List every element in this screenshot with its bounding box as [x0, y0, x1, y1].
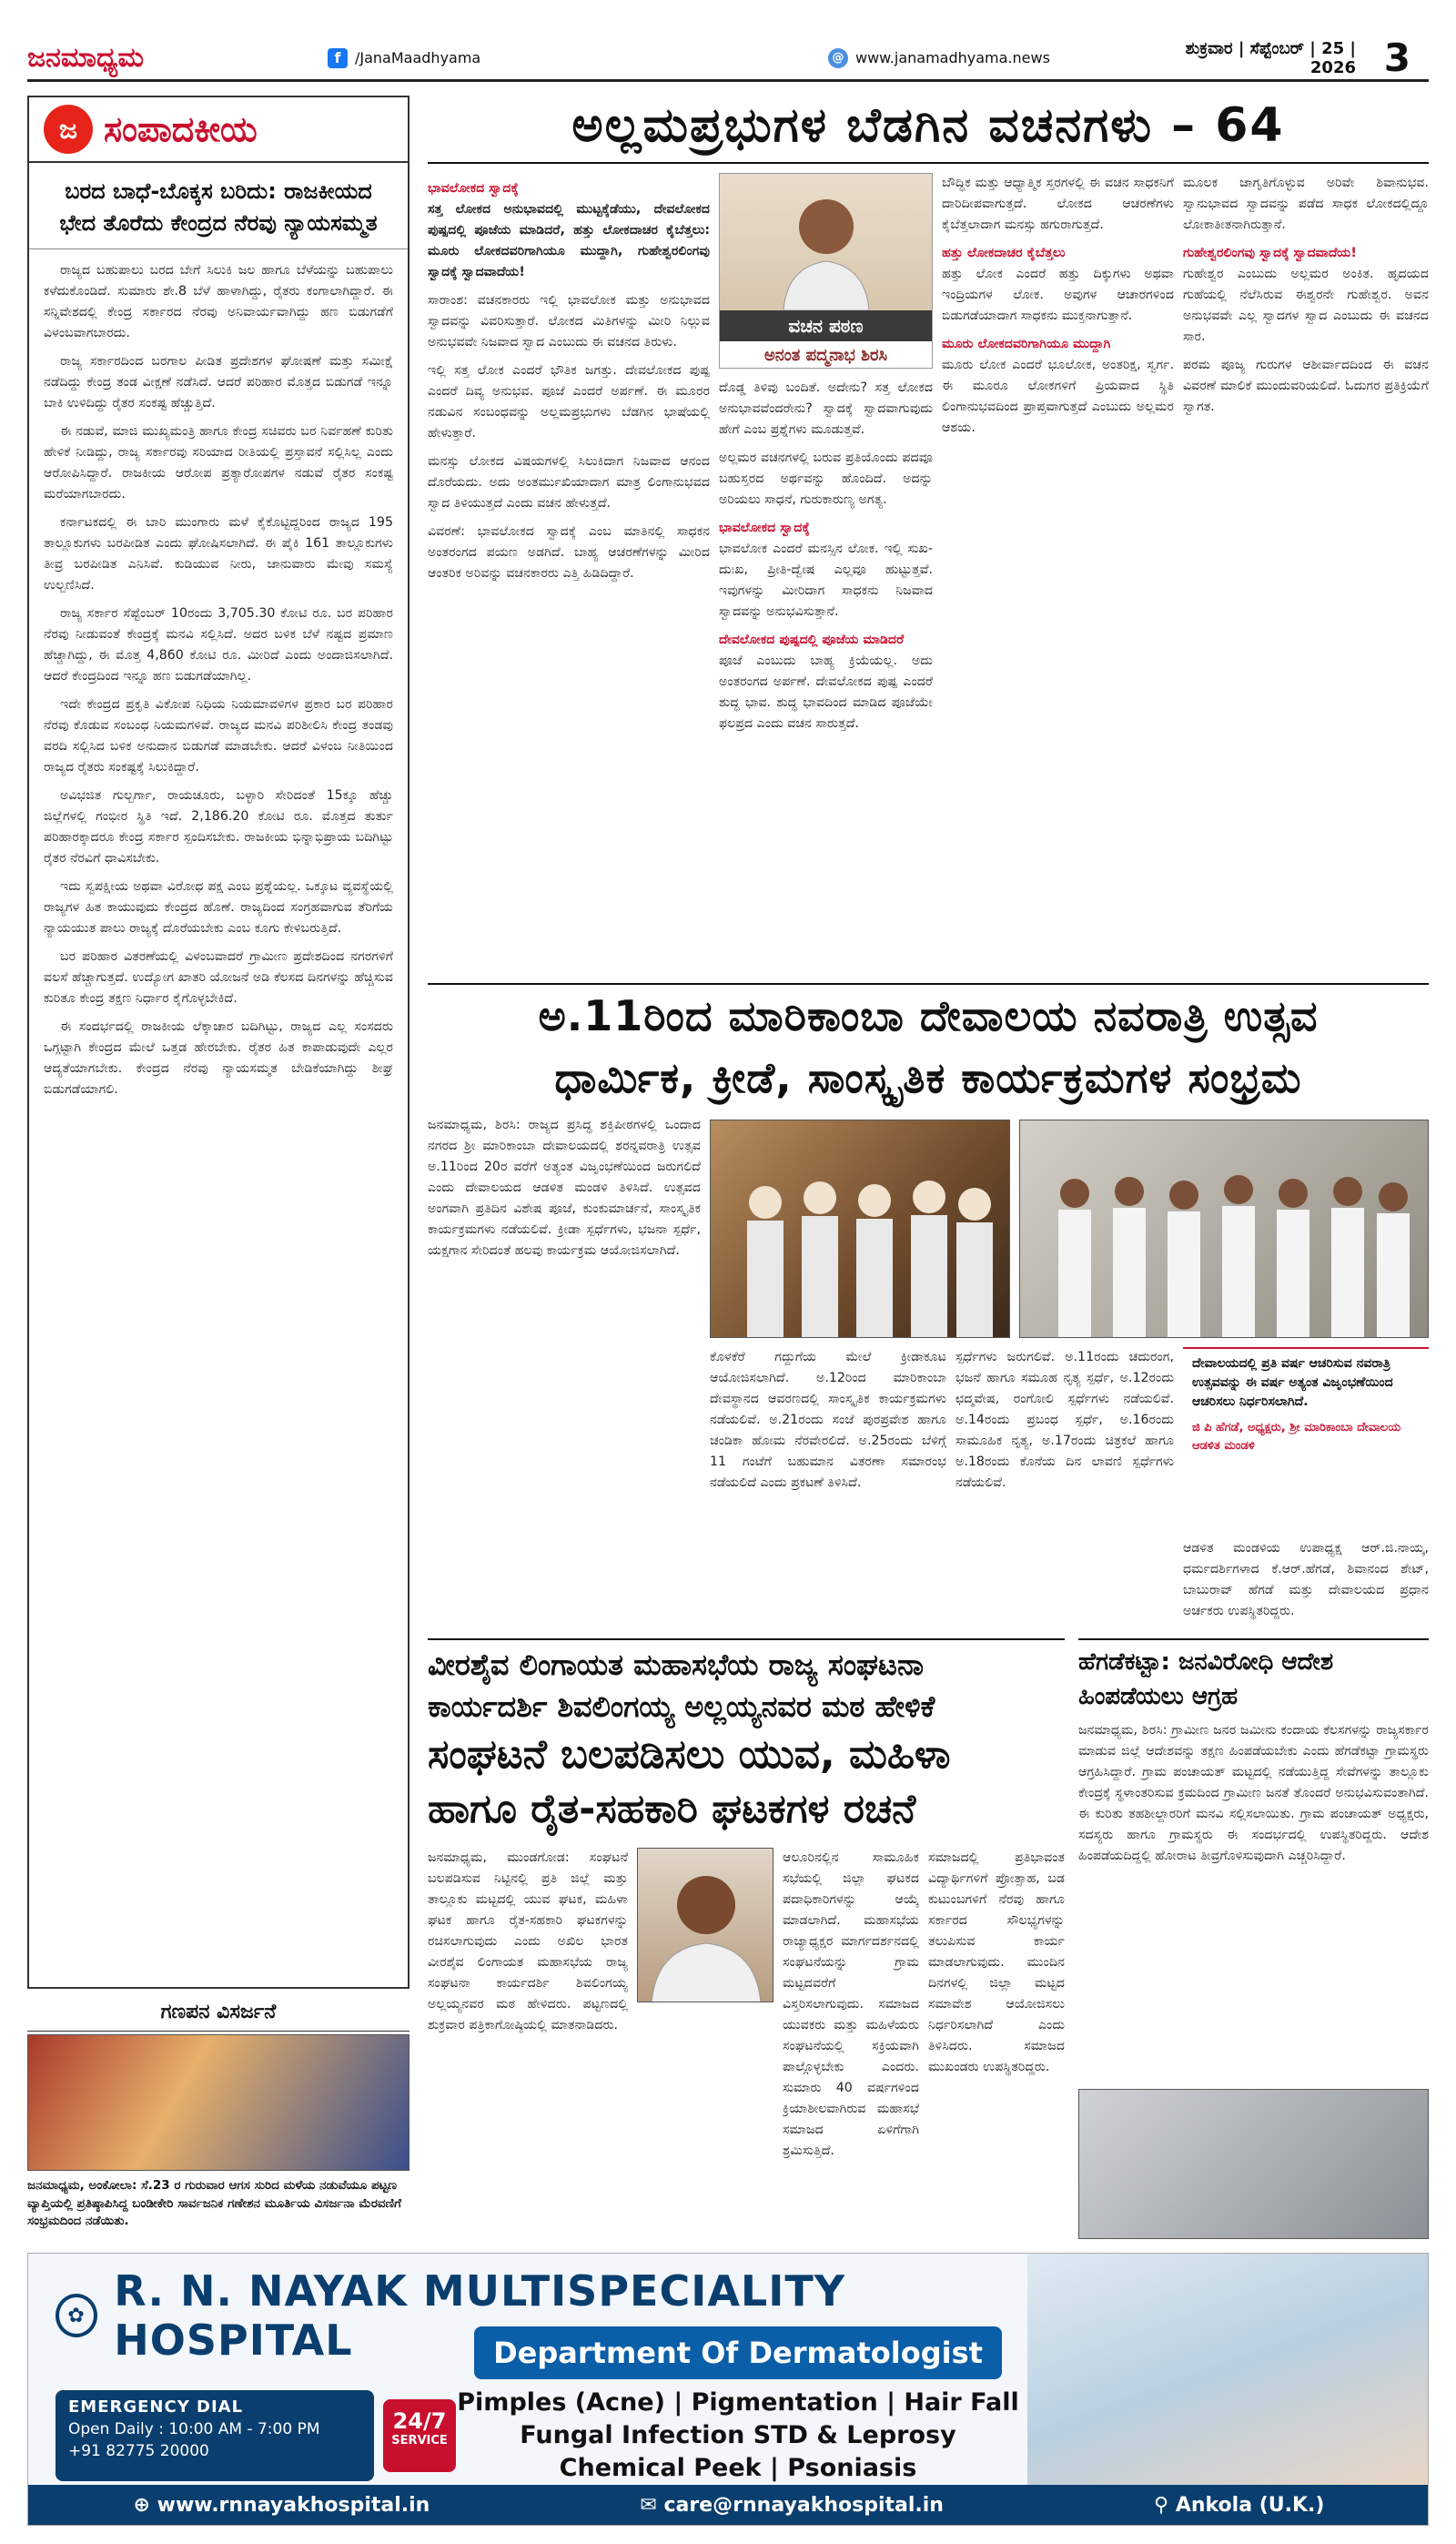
- festival-headline-line1: ಅ.11ರಿಂದ ಮಾರಿಕಾಂಬಾ ದೇವಾಲಯ ನವರಾತ್ರಿ ಉತ್ಸವ: [538, 991, 1319, 1040]
- emergency-label: EMERGENCY DIAL: [68, 2397, 244, 2417]
- editorial-body: [29, 249, 408, 1942]
- hegdekatta-headline-line2: ಹಿಂಪಡೆಯಲು ಆಗ್ರಹ: [1078, 1682, 1239, 1710]
- editorial-paragraph: ಈ ನಡುವೆ, ಮಾಜಿ ಮುಖ್ಯಮಂತ್ರಿ ಹಾಗೂ ಕೇಂದ್ರ ಸಚಿವರು ಬರ ನಿರ್ವಹಣೆ ಕುರಿತು ಹೇಳಿಕೆ ನೀಡಿದ್ದು, ರಾಜ್ಯ ಸರ್ಕಾರವು ಸರಿಯಾದ ರೀತಿಯಲ್ಲಿ ಪ್ರಸ್ತಾವನೆ ಸಲ್ಲಿಸಿಲ್ಲ ಎಂದು ಆರೋಪಿಸಿದ್ದಾರೆ. ರಾಜಕೀಯ ಆರೋಪ ಪ್ರತ್ಯಾರೋಪಗಳ ನಡುವೆ ರೈತರ ಸಂಕಷ್ಟ ಮರೆಯಾಗಬಾರದು.: [44, 423, 393, 502]
- veerashaiva-headline: [428, 1638, 1065, 1837]
- feature-paragraph: ಮೂರು ಲೋಕ ಎಂದರೆ ಭೂಲೋಕ, ಅಂತರಿಕ್ಷ, ಸ್ವರ್ಗ. ಈ ಮೂರೂ ಲೋಕಗಳಿಗೆ ಪ್ರಿಯವಾದ ಸ್ಥಿತಿ ಲಿಂಗಾನುಭವದಿಂದ ಪ್ರಾಪ್ತವಾಗುತ್ತದೆ ಎಂಬುದು ಅಲ್ಲಮರ ಆಶಯ.: [942, 358, 1174, 435]
- masthead: [27, 36, 1429, 82]
- feature-paragraph: ಸಾರಾಂಶ: ವಚನಕಾರರು ಇಲ್ಲಿ ಭಾವಲೋಕ ಮತ್ತು ಅನುಭಾವದ ಸ್ವಾದವನ್ನು ವಿವರಿಸುತ್ತಾರೆ. ಲೋಕದ ಮಿತಿಗಳನ್ನು ಮೀರಿ ನಿಲ್ಲುವ ಅನುಭವವೇ ನಿಜವಾದ ಸ್ವಾದ ಎಂಬುದು ಈ ವಚನದ ತಿರುಳು.: [428, 293, 710, 350]
- feature-paragraph: ಮನಸ್ಸು ಲೋಕದ ವಿಷಯಗಳಲ್ಲಿ ಸಿಲುಕಿದಾಗ ನಿಜವಾದ ಆನಂದ ದೊರೆಯದು. ಅದು ಅಂತರ್ಮುಖಿಯಾದಾಗ ಮಾತ್ರ ಲಿಂಗಾನುಭವದ ಸ್ವಾದ ತಿಳಿಯುತ್ತದೆ ಎಂದು ವಚನ ಹೇಳುತ್ತದೆ.: [428, 454, 710, 511]
- opening-hours: Open Daily : 10:00 AM - 7:00 PM: [68, 2420, 320, 2438]
- editorial-paragraph: ಕರ್ನಾಟಕದಲ್ಲಿ ಈ ಬಾರಿ ಮುಂಗಾರು ಮಳೆ ಕೈಕೊಟ್ಟಿದ್ದರಿಂದ ರಾಜ್ಯದ 195 ತಾಲ್ಲೂಕುಗಳು ಬರಪೀಡಿತ ಎಂದು ಘೋಷಿಸಲಾಗಿದೆ. ಈ ಪೈಕಿ 161 ತಾಲ್ಲೂಕುಗಳು ತೀವ್ರ ಬರಪೀಡಿತ ಎನಿಸಿವೆ. ಕುಡಿಯುವ ನೀರು, ಜಾನುವಾರು ಮೇವು ಸಮಸ್ಯೆ ಉಲ್ಬಣಿಸಿದೆ.: [44, 514, 393, 593]
- service-line-2: Fungal Infection STD & Leprosy: [520, 2421, 956, 2449]
- feature-paragraph: ಇಲ್ಲಿ ಸತ್ತ ಲೋಕ ಎಂದರೆ ಭೌತಿಕ ಜಗತ್ತು. ದೇವಲೋಕದ ಪುಷ್ಪ ಎಂದರೆ ದಿವ್ಯ ಅನುಭವ. ಪೂಜೆ ಎಂದರೆ ಅರ್ಪಣೆ. ಈ ಮೂರರ ನಡುವಿನ ಸಂಬಂಧವನ್ನು ಅಲ್ಲಮಪ್ರಭುಗಳು ಬೆಡಗಿನ ಭಾಷೆಯಲ್ಲಿ ಹೇಳುತ್ತಾರೆ.: [428, 363, 710, 441]
- website-url: www.janamadhyama.news: [855, 49, 1050, 66]
- website-text: www.rnnayakhospital.in: [157, 2493, 430, 2517]
- festival-paragraph: ಸ್ಪರ್ಧೆಗಳು ಜರುಗಲಿವೆ. ಅ.11ರಂದು ಚದುರಂಗ, ಭಜನೆ ಹಾಗೂ ಸಮೂಹ ನೃತ್ಯ ಸ್ಪರ್ಧೆ, ಅ.12ರಂದು ಛದ್ಮವೇಷ, ರಂಗೋಲಿ ಸ್ಪರ್ಧೆಗಳು ನಡೆಯಲಿವೆ. ಅ.14ರಂದು ಪ್ರಬಂಧ ಸ್ಪರ್ಧೆ, ಅ.16ರಂದು ಸಾಮೂಹಿಕ ನೃತ್ಯ, ಅ.17ರಂದು ಚಿತ್ರಕಲೆ ಹಾಗೂ ಅ.18ರಂದು ಕೊನೆಯ ದಿನ ಲಾವಣಿ ಸ್ಪರ್ಧೆಗಳು ನಡೆಯಲಿವೆ.: [956, 1350, 1174, 1490]
- editorial-logo-icon: ಜ: [44, 105, 93, 154]
- editorial-paragraph: ಈ ಸಂದರ್ಭದಲ್ಲಿ ರಾಜಕೀಯ ಲೆಕ್ಕಾಚಾರ ಬದಿಗಿಟ್ಟು, ರಾಜ್ಯದ ಎಲ್ಲ ಸಂಸದರು ಒಗ್ಗಟ್ಟಾಗಿ ಕೇಂದ್ರದ ಮೇಲೆ ಒತ್ತಡ ಹೇರಬೇಕು. ರೈತರ ಹಿತ ಕಾಪಾಡುವುದೇ ಎಲ್ಲರ ಆದ್ಯತೆಯಾಗಬೇಕು. ಕೇಂದ್ರದ ನೆರವು ನ್ಯಾಯಸಮ್ಮತ ಬೇಡಿಕೆಯಾಗಿದ್ದು ಶೀಘ್ರ ಬಿಡುಗಡೆಯಾಗಲಿ.: [44, 1019, 393, 1097]
- feature-subheading: ಭಾವಲೋಕದ ಸ್ವಾದಕ್ಕೆ: [428, 181, 519, 196]
- hospital-advertisement: [27, 2253, 1429, 2526]
- department-banner: Department Of Dermatologist: [474, 2326, 1002, 2379]
- feature-paragraph: ಗುಹೇಶ್ವರ ಎಂಬುದು ಅಲ್ಲಮರ ಅಂಕಿತ. ಹೃದಯದ ಗುಹೆಯಲ್ಲಿ ನೆಲೆಸಿರುವ ಈಶ್ವರನೇ ಗುಹೇಶ್ವರ. ಅವನ ಅನುಭವವೇ ಎಲ್ಲ ಸ್ವಾದಗಳ ಸ್ವಾದ ಎಂಬುದು ಈ ವಚನದ ಸಾರ.: [1183, 267, 1429, 344]
- vachana-text: ಸತ್ತ ಲೋಕದ ಅನುಭಾವದಲ್ಲಿ ಮುಟ್ಟಕ್ಕೆಡೆಯು, ದೇವಲೋಕದ ಪುಷ್ಪದಲ್ಲಿ ಪೂಜೆಯ ಮಾಡಿದರೆ, ಹತ್ತು ಲೋಕದಾಚರ ಕೈಬೆತ್ತಲು: ಮೂರು ಲೋಕದವರಿಗಾಗಿಯೂ ಮುದ್ದಾಗಿ, ಗುಹೇಶ್ವರಲಿಂಗವು ಸ್ವಾದಕ್ಕೆ ಸ್ವಾದವಾದೆಯ!: [428, 202, 710, 279]
- feature-paragraph: ಹತ್ತು ಲೋಕ ಎಂದರೆ ಹತ್ತು ದಿಕ್ಕುಗಳು ಅಥವಾ ಇಂದ್ರಿಯಗಳ ಲೋಕ. ಅವುಗಳ ಆಚಾರಗಳಿಂದ ಬಿಡುಗಡೆಯಾದಾಗ ಸಾಧಕನು ಮುಕ್ತನಾಗುತ್ತಾನೆ.: [942, 267, 1174, 323]
- feature-column-2: [719, 378, 933, 974]
- email-text: care@rnnayakhospital.in: [663, 2493, 944, 2517]
- feature-subheading: ಭಾವಲೋಕದ ಸ್ವಾದಕ್ಕೆ: [719, 521, 810, 535]
- veerashaiva-column-a: [428, 1848, 628, 2239]
- veerashaiva-headline-line2: ಕಾರ್ಯದರ್ಶಿ ಶಿವಲಿಂಗಯ್ಯ ಅಲ್ಲಯ್ಯನವರ ಮಠ ಹೇಳಿಕೆ: [428, 1689, 935, 1724]
- feature-paragraph: ಭಾವಲೋಕ ಎಂದರೆ ಮನಸ್ಸಿನ ಲೋಕ. ಇಲ್ಲಿ ಸುಖ-ದುಃಖ, ಪ್ರೀತಿ-ದ್ವೇಷ ಎಲ್ಲವೂ ಹುಟ್ಟುತ್ತವೆ. ಇವುಗಳನ್ನು ಮೀರಿದಾಗ ಸಾಧಕನು ನಿಜವಾದ ಸ್ವಾದವನ್ನು ಅನುಭವಿಸುತ್ತಾನೆ.: [719, 542, 933, 619]
- author-box: [719, 173, 933, 369]
- festival-photo-1: [710, 1120, 1010, 1338]
- hospital-name-text: R. N. NAYAK MULTISPECIALITY HOSPITAL: [114, 2266, 846, 2365]
- group-people-icon: [711, 1120, 1010, 1338]
- service-line-3: Chemical Peek | Psoniasis: [559, 2454, 917, 2482]
- feature-subheading: ಮೂರು ಲೋಕದವರಿಗಾಗಿಯೂ ಮುದ್ದಾಗಿ: [942, 337, 1111, 351]
- feature-subheading: ಗುಹೇಶ್ವರಲಿಂಗವು ಸ್ವಾದಕ್ಕೆ ಸ್ವಾದವಾದೆಯ!: [1183, 246, 1357, 260]
- dermatology-treatment-image: [1027, 2254, 1428, 2487]
- group-people-icon: [1020, 1120, 1429, 1338]
- festival-paragraph: ಆಡಳಿತ ಮಂಡಳಿಯ ಉಪಾಧ್ಯಕ್ಷ ಆರ್.ಜಿ.ನಾಯ್ಕ, ಧರ್ಮದರ್ಶಿಗಳಾದ ಕೆ.ಆರ್.ಹೆಗಡೆ, ಶಿವಾನಂದ ಶೇಟ್, ಬಾಬುರಾವ್ ಹೆಗಡೆ ಮತ್ತು ದೇವಾಲಯದ ಪ್ರಧಾನ ಅರ್ಚಕರು ಉಪಸ್ಥಿತರಿದ್ದರು.: [1183, 1541, 1429, 1618]
- person-icon: [638, 1849, 774, 2002]
- veerashaiva-column-c: [928, 1848, 1065, 2239]
- festival-photo-2: [1019, 1120, 1429, 1338]
- location-contact: [1154, 2494, 1324, 2517]
- editorial-paragraph: ಇದೇ ಕೇಂದ್ರದ ಪ್ರಕೃತಿ ವಿಕೋಪ ನಿಧಿಯ ನಿಯಮಾವಳಿಗಳ ಪ್ರಕಾರ ಬರ ಪರಿಹಾರ ನೆರವು ಕೊಡುವ ಸಂಬಂಧ ನಿಯಮಗಳಿವೆ. ರಾಜ್ಯದ ಮನವಿ ಪರಿಶೀಲಿಸಿ ಕೇಂದ್ರ ತಂಡವು ವರದಿ ಸಲ್ಲಿಸಿದ ಬಳಿಕ ಅನುದಾನ ಬಿಡುಗಡೆ ಮಾಡಬೇಕು. ಆದರೆ ವಿಳಂಬ ನೀತಿಯಿಂದ ರಾಜ್ಯದ ರೈತರು ಸಂಕಷ್ಟಕ್ಕೆ ಸಿಲುಕಿದ್ದಾರೆ.: [44, 696, 393, 775]
- hospital-contact-bar: [28, 2485, 1429, 2525]
- feature-paragraph: ದೊಡ್ಡ ತಿಳಿವು ಬಂದಿತೆ. ಅದೇನು? ಸತ್ತ ಲೋಕದ ಅನುಭಾವವೆಂದರೇನು? ಸ್ವಾದಕ್ಕೆ ಸ್ವಾದವಾಗುವುದು ಹೇಗೆ ಎಂಬ ಪ್ರಶ್ನೆಗಳು ಮೂಡುತ್ತವೆ.: [719, 380, 933, 437]
- editorial-column: [27, 96, 410, 1989]
- hegdekatta-photo: [1078, 2089, 1429, 2239]
- feature-paragraph: ಅಲ್ಲಮರ ವಚನಗಳಲ್ಲಿ ಬರುವ ಪ್ರತಿಯೊಂದು ಪದವೂ ಬಹುಸ್ತರದ ಅರ್ಥವನ್ನು ಹೊಂದಿದೆ. ಅದನ್ನು ಅರಿಯಲು ಸಾಧನೆ, ಗುರುಕಾರುಣ್ಯ ಅಗತ್ಯ.: [719, 451, 933, 507]
- editorial-paragraph: ರಾಜ್ಯ ಸರ್ಕಾರ ಸೆಪ್ಟೆಂಬರ್ 10ರಂದು 3,705.30 ಕೋಟಿ ರೂ. ಬರ ಪರಿಹಾರ ನೆರವು ನೀಡುವಂತೆ ಕೇಂದ್ರಕ್ಕೆ ಮನವಿ ಸಲ್ಲಿಸಿದೆ. ಅದರ ಬಳಿಕ ಬೆಳೆ ನಷ್ಟದ ಪ್ರಮಾಣ ಹೆಚ್ಚಾಗಿದ್ದು, ಈ ಮೊತ್ತ 4,860 ಕೋಟಿ ರೂ. ಮೀರಿದೆ ಎಂದು ಅಂದಾಜಿಸಲಾಗಿದೆ. ಆದರೆ ಕೇಂದ್ರದಿಂದ ಇನ್ನೂ ಹಣ ಬಿಡುಗಡೆಯಾಗಿಲ್ಲ.: [44, 605, 393, 684]
- feature-column-3: [942, 173, 1174, 974]
- editorial-header: [29, 97, 408, 163]
- service-line-1: Pimples (Acne) | Pigmentation | Hair Fall: [457, 2388, 1019, 2417]
- festival-headline: [428, 983, 1429, 1109]
- immersion-caption: ಜನಮಾಧ್ಯಮ, ಅಂಕೋಲಾ: ಸೆ.23 ರ ಗುರುವಾರ ಆಗಸ ಸುರಿದ ಮಳೆಯ ನಡುವೆಯೂ ಪಟ್ಟಣ ವ್ಯಾಪ್ತಿಯಲ್ಲಿ ಪ್ರತಿಷ್ಠಾಪಿಸಿದ್ದ ಬಂಡೀಕೇರಿ ಸಾರ್ವಜನಿಕ ಗಣೇಶನ ಮೂರ್ತಿಯ ವಿಸರ್ಜನಾ ಮೆರವಣಿಗೆ ಸಂಭ್ರಮದಿಂದ ನಡೆಯಿತು.: [27, 2178, 401, 2229]
- hospital-logo-icon: ✿: [56, 2294, 97, 2337]
- veerashaiva-paragraph: ಆಲೂರಿನಲ್ಲಿನ ಸಾಮೂಹಿಕ ಸಭೆಯಲ್ಲಿ ಜಿಲ್ಲಾ ಘಟಕದ ಪದಾಧಿಕಾರಿಗಳನ್ನು ಆಯ್ಕೆ ಮಾಡಲಾಗಿದೆ. ಮಹಾಸಭೆಯ ರಾಜ್ಯಾಧ್ಯಕ್ಷರ ಮಾರ್ಗದರ್ಶನದಲ್ಲಿ ಸಂಘಟನೆಯನ್ನು ಗ್ರಾಮ ಮಟ್ಟದವರೆಗೆ ವಿಸ್ತರಿಸಲಾಗುವುದು. ಸಮಾಜದ ಯುವಕರು ಮತ್ತು ಮಹಿಳೆಯರು ಸಂಘಟನೆಯಲ್ಲಿ ಸಕ್ರಿಯವಾಗಿ ಪಾಲ್ಗೊಳ್ಳಬೇಕು ಎಂದರು. ಸುಮಾರು 40 ವರ್ಷಗಳಿಂದ ಕ್ರಿಯಾಶೀಲವಾಗಿರುವ ಮಹಾಸಭೆ ಸಮಾಜದ ಏಳಿಗೆಗಾಗಿ ಶ್ರಮಿಸುತ್ತಿದೆ.: [783, 1850, 919, 2158]
- veerashaiva-headline-line3: ಸಂಘಟನೆ ಬಲಪಡಿಸಲು ಯುವ, ಮಹಿಳಾ: [428, 1731, 951, 1778]
- immersion-title: ಗಣಪನ ವಿಸರ್ಜನೆ: [27, 1998, 410, 2032]
- website-contact[interactable]: [134, 2494, 430, 2517]
- festival-quote-box: [1183, 1347, 1429, 1529]
- issue-date: ಶುಕ್ರವಾರ | ಸೆಪ್ಟೆಂಬರ್ | 25 | 2026: [1185, 38, 1356, 77]
- editorial-section-title: ಸಂಪಾದಕೀಯ: [104, 108, 258, 149]
- feature-title: ಅಲ್ಲಮಪ್ರಭುಗಳ ಬೆಡಗಿನ ವಚನಗಳು – 64: [428, 98, 1429, 164]
- feature-column-4: [1183, 173, 1429, 974]
- globe-icon: @: [828, 48, 848, 68]
- veerashaiva-column-b: [783, 1848, 919, 2239]
- festival-intro-column: [428, 1115, 701, 1625]
- column-name-band: ವಚನ ಪಠಣ: [720, 310, 932, 341]
- mail-icon: ✉: [640, 2493, 664, 2517]
- badge-sub-text: SERVICE: [391, 2434, 448, 2448]
- editorial-headline: ಬರದ ಬಾಧೆ-ಬೊಕ್ಕಸ ಬರಿದು: ರಾಜಕೀಯದ ಭೇದ ತೊರೆದು ಕೇಂದ್ರದ ನೆರವು ನ್ಯಾಯಸಮ್ಮತ: [29, 163, 408, 249]
- festival-paragraph: ಕೊಳಕೆರೆ ಗದ್ದುಗೆಯ ಮೇಲೆ ಕ್ರೀಡಾಕೂಟ ಆಯೋಜಿಸಲಾಗಿದೆ. ಅ.12ರಿಂದ ಮಾರಿಕಾಂಬಾ ದೇವಸ್ಥಾನದ ಆವರಣದಲ್ಲಿ ಸಾಂಸ್ಕೃತಿಕ ಕಾರ್ಯಕ್ರಮಗಳು ನಡೆಯಲಿವೆ. ಅ.21ರಂದು ಸಂಜೆ ಪುರಪ್ರವೇಶ ಹಾಗೂ ಚಂಡಿಕಾ ಹೋಮ ನೆರವೇರಲಿದೆ. ಅ.25ರಂದು ಬೆಳಿಗ್ಗೆ 11 ಗಂಟೆಗೆ ಬಹುಮಾನ ವಿತರಣಾ ಸಮಾರಂಭ ನಡೆಯಲಿದೆ ಎಂದು ಪ್ರಕಟಣೆ ತಿಳಿಸಿದೆ.: [710, 1350, 946, 1490]
- hegdekatta-paragraph: ಜನಮಾಧ್ಯಮ, ಶಿರಸಿ: ಗ್ರಾಮೀಣ ಜನರ ಜಮೀನು ಕಂದಾಯ ಕೆಲಸಗಳನ್ನು ರಾಜ್ಯಸರ್ಕಾರ ಮಾಡುವ ಜಿಲ್ಲೆ ಆದೇಶವನ್ನು ತಕ್ಷಣ ಹಿಂಪಡೆಯಬೇಕು ಎಂದು ಹೆಗಡೆಕಟ್ಟಾ ಗ್ರಾಮಸ್ಥರು ಆಗ್ರಹಿಸಿದ್ದಾರೆ. ಗ್ರಾಮ ಪಂಚಾಯತ್ ಮಟ್ಟದಲ್ಲಿ ನಡೆಯುತ್ತಿದ್ದ ಸೇವೆಗಳನ್ನು ತಾಲ್ಲೂಕು ಕೇಂದ್ರಕ್ಕೆ ಸ್ಥಳಾಂತರಿಸುವ ಕ್ರಮದಿಂದ ಗ್ರಾಮೀಣ ಜನತೆ ತೊಂದರೆ ಅನುಭವಿಸುವಂತಾಗಿದೆ. ಈ ಕುರಿತು ತಹಶೀಲ್ದಾರರಿಗೆ ಮನವಿ ಸಲ್ಲಿಸಲಾಯಿತು. ಗ್ರಾಮ ಪಂಚಾಯತ್ ಅಧ್ಯಕ್ಷರು, ಸದಸ್ಯರು ಹಾಗೂ ಗ್ರಾಮಸ್ಥರು ಈ ಸಂದರ್ಭದಲ್ಲಿ ಉಪಸ್ಥಿತರಿದ್ದರು. ಆದೇಶ ಹಿಂಪಡೆಯದಿದ್ದಲ್ಲಿ ಹೋರಾಟ ತೀವ್ರಗೊಳಿಸುವುದಾಗಿ ಎಚ್ಚರಿಸಿದ್ದಾರೆ.: [1078, 1723, 1429, 1863]
- editorial-paragraph: ರಾಜ್ಯದ ಬಹುಪಾಲು ಬರದ ಬೇಗೆ ಸಿಲುಕಿ ಜಲ ಹಾಗೂ ಬೆಳೆಯನ್ನು ಬಹುಪಾಲು ಕಳೆದುಕೊಂಡಿದೆ. ಸುಮಾರು ಶೇ.8 ಬೆಳೆ ಹಾಳಾಗಿದ್ದು, ರೈತರು ಕಂಗಾಲಾಗಿದ್ದಾರೆ. ಈ ಸನ್ನಿವೇಶದಲ್ಲಿ ಕೇಂದ್ರ ಸರ್ಕಾರದ ನೆರವು ಅನಿವಾರ್ಯವಾಗಿದ್ದು ಹಣ ಬಿಡುಗಡೆಗೆ ವಿಳಂಬವಾಗಬಾರದು.: [44, 262, 393, 340]
- feature-paragraph: ಬೌದ್ಧಿಕ ಮತ್ತು ಆಧ್ಯಾತ್ಮಿಕ ಸ್ತರಗಳಲ್ಲಿ ಈ ವಚನ ಸಾಧಕನಿಗೆ ದಾರಿದೀಪವಾಗುತ್ತದೆ. ಲೋಕದ ಆಚರಣೆಗಳು ಕೈಬೆತ್ತಲಾದಾಗ ಮನಸ್ಸು ಹಗುರಾಗುತ್ತದೆ.: [942, 176, 1174, 232]
- hegdekatta-headline: [1078, 1638, 1429, 1714]
- editorial-paragraph: ರಾಜ್ಯ ಸರ್ಕಾರದಿಂದ ಬರಗಾಲ ಪೀಡಿತ ಪ್ರದೇಶಗಳ ಘೋಷಣೆ ಮತ್ತು ಸಮೀಕ್ಷೆ ನಡೆದಿದ್ದು ಕೇಂದ್ರ ತಂಡ ವೀಕ್ಷಣೆ ನಡೆಸಿದೆ. ಆದರೆ ಪರಿಹಾರ ಮೊತ್ತದ ಬಿಡುಗಡೆ ಇನ್ನೂ ಬಾಕಿ ಉಳಿದಿದ್ದು ರೈತರ ಸಂಕಷ್ಟ ಹೆಚ್ಚುತ್ತಿದೆ.: [44, 353, 393, 410]
- badge-main-text: 24/7: [392, 2408, 447, 2434]
- facebook-handle: /JanaMaadhyama: [355, 49, 481, 66]
- feature-paragraph: ವಿವರಣೆ: ಭಾವಲೋಕದ ಸ್ವಾದಕ್ಕೆ ಎಂಬ ಮಾತಿನಲ್ಲಿ ಸಾಧಕನ ಅಂತರಂಗದ ಪಯಣ ಅಡಗಿದೆ. ಬಾಹ್ಯ ಆಚರಣೆಗಳನ್ನು ಮೀರಿದ ಆಂತರಿಕ ಅರಿವನ್ನು ವಚನಕಾರರು ಎತ್ತಿ ಹಿಡಿದಿದ್ದಾರೆ.: [428, 524, 710, 581]
- location-text: Ankola (U.K.): [1175, 2493, 1325, 2517]
- feature-paragraph: ಪರಮ ಪೂಜ್ಯ ಗುರುಗಳ ಆಶೀರ್ವಾದದಿಂದ ಈ ವಚನ ವಿವರಣೆ ಮಾಲಿಕೆ ಮುಂದುವರಿಯಲಿದೆ. ಓದುಗರ ಪ್ರತಿಕ್ರಿಯೆಗೆ ಸ್ವಾಗತ.: [1183, 358, 1429, 414]
- phone-number[interactable]: +91 82775 20000: [68, 2442, 209, 2460]
- location-pin-icon: ⚲: [1154, 2493, 1176, 2517]
- feature-subheading: ಹತ್ತು ಲೋಕದಾಚರ ಕೈಬೆತ್ತಲು: [942, 246, 1066, 260]
- email-contact[interactable]: [640, 2494, 944, 2517]
- author-name: ಅನಂತ ಪದ್ಮನಾಭ ಶಿರಸಿ: [763, 346, 888, 365]
- veerashaiva-paragraph: ಸಮಾಜದಲ್ಲಿ ಪ್ರತಿಭಾವಂತ ವಿದ್ಯಾರ್ಥಿಗಳಿಗೆ ಪ್ರೋತ್ಸಾಹ, ಬಡ ಕುಟುಂಬಗಳಿಗೆ ನೆರವು ಹಾಗೂ ಸರ್ಕಾರದ ಸೌಲಭ್ಯಗಳನ್ನು ತಲುಪಿಸುವ ಕಾರ್ಯ ಮಾಡಲಾಗುವುದು. ಮುಂದಿನ ದಿನಗಳಲ್ಲಿ ಜಿಲ್ಲಾ ಮಟ್ಟದ ಸಮಾವೇಶ ಆಯೋಜಿಸಲು ನಿರ್ಧರಿಸಲಾಗಿದೆ ಎಂದು ತಿಳಿಸಿದರು. ಸಮಾಜದ ಮುಖಂಡರು ಉಪಸ್ಥಿತರಿದ್ದರು.: [928, 1850, 1065, 2074]
- editorial-paragraph: ಬರ ಪರಿಹಾರ ವಿತರಣೆಯಲ್ಲಿ ವಿಳಂಬವಾದರೆ ಗ್ರಾಮೀಣ ಪ್ರದೇಶದಿಂದ ನಗರಗಳಿಗೆ ವಲಸೆ ಹೆಚ್ಚಾಗುತ್ತದೆ. ಉದ್ಯೋಗ ಖಾತರಿ ಯೋಜನೆ ಅಡಿ ಕೆಲಸದ ದಿನಗಳನ್ನು ಹೆಚ್ಚಿಸುವ ಕುರಿತೂ ಕೇಂದ್ರ ತಕ್ಷಣ ನಿರ್ಧಾರ ಕೈಗೊಳ್ಳಬೇಕಿದೆ.: [44, 948, 393, 1006]
- hegdekatta-body: [1078, 1720, 1429, 2080]
- facebook-link[interactable]: [328, 48, 783, 68]
- festival-paragraph: ಜನಮಾಧ್ಯಮ, ಶಿರಸಿ: ರಾಜ್ಯದ ಪ್ರಸಿದ್ಧ ಶಕ್ತಿಪೀಠಗಳಲ್ಲಿ ಒಂದಾದ ನಗರದ ಶ್ರೀ ಮಾರಿಕಾಂಬಾ ದೇವಾಲಯದಲ್ಲಿ ಶರನ್ನವರಾತ್ರಿ ಉತ್ಸವ ಅ.11ರಿಂದ 20ರ ವರೆಗೆ ಅತ್ಯಂತ ವಿಜೃಂಭಣೆಯಿಂದ ಜರುಗಲಿದೆ ಎಂದು ದೇವಾಲಯದ ಆಡಳಿತ ಮಂಡಳಿ ತಿಳಿಸಿದೆ. ಉತ್ಸವದ ಅಂಗವಾಗಿ ಪ್ರತಿದಿನ ವಿಶೇಷ ಪೂಜೆ, ಕುಂಕುಮಾರ್ಚನೆ, ಸಾಂಸ್ಕೃತಿಕ ಕಾರ್ಯಕ್ರಮಗಳು ನಡೆಯಲಿವೆ. ಕ್ರೀಡಾ ಸ್ಪರ್ಧೆಗಳು, ಭಜನಾ ಸ್ಪರ್ಧೆ, ಯಕ್ಷಗಾನ ಸೇರಿದಂತೆ ಹಲವು ಕಾರ್ಯಕ್ರಮ ಆಯೋಜಿಸಲಾಗಿದೆ.: [428, 1118, 701, 1258]
- emergency-box: [56, 2390, 374, 2481]
- service-badge: [383, 2399, 456, 2472]
- feature-column-1: [428, 173, 710, 974]
- veerashaiva-paragraph: ಜನಮಾಧ್ಯಮ, ಮುಂಡಗೋಡ: ಸಂಘಟನೆ ಬಲಪಡಿಸುವ ನಿಟ್ಟಿನಲ್ಲಿ ಪ್ರತಿ ಜಿಲ್ಲೆ ಮತ್ತು ತಾಲ್ಲೂಕು ಮಟ್ಟದಲ್ಲಿ ಯುವ ಘಟಕ, ಮಹಿಳಾ ಘಟಕ ಹಾಗೂ ರೈತ-ಸಹಕಾರಿ ಘಟಕಗಳನ್ನು ರಚಿಸಲಾಗುವುದು ಎಂದು ಅಖಿಲ ಭಾರತ ವೀರಶೈವ ಲಿಂಗಾಯತ ಮಹಾಸಭೆಯ ರಾಜ್ಯ ಸಂಘಟನಾ ಕಾರ್ಯದರ್ಶಿ ಶಿವಲಿಂಗಯ್ಯ ಅಲ್ಲಯ್ಯನವರ ಮಠ ಹೇಳಿದರು. ಪಟ್ಟಣದಲ್ಲಿ ಶುಕ್ರವಾರ ಪತ್ರಿಕಾಗೋಷ್ಠಿಯಲ್ಲಿ ಮಾತನಾಡಿದರು.: [428, 1850, 628, 2032]
- facebook-icon: f: [328, 48, 348, 68]
- newspaper-logo: ಜನಮಾಧ್ಯಮ: [27, 42, 145, 74]
- veerashaiva-portrait: [637, 1848, 774, 2002]
- website-link[interactable]: [828, 48, 1156, 68]
- person-icon: [776, 183, 876, 310]
- editorial-paragraph: ಇದು ಸ್ವಪಕ್ಷೀಯ ಅಥವಾ ವಿರೋಧ ಪಕ್ಷ ಎಂಬ ಪ್ರಶ್ನೆಯಲ್ಲ. ಒಕ್ಕೂಟ ವ್ಯವಸ್ಥೆಯಲ್ಲಿ ರಾಜ್ಯಗಳ ಹಿತ ಕಾಯುವುದು ಕೇಂದ್ರದ ಹೊಣೆ. ರಾಜ್ಯದಿಂದ ಸಂಗ್ರಹವಾಗುವ ತೆರಿಗೆಯ ನ್ಯಾಯಯುತ ಪಾಲು ರಾಜ್ಯಕ್ಕೆ ದೊರೆಯಬೇಕು ಎಂಬ ಕೂಗು ಕೇಳಿಬರುತ್ತಿದೆ.: [44, 878, 393, 936]
- festival-column-d: [1183, 1538, 1429, 1625]
- feature-subheading: ದೇವಲೋಕದ ಪುಷ್ಪದಲ್ಲಿ ಪೂಜೆಯ ಮಾಡಿದರೆ: [719, 633, 905, 647]
- veerashaiva-headline-line1: ವೀರಶೈವ ಲಿಂಗಾಯತ ಮಹಾಸಭೆಯ ರಾಜ್ಯ ಸಂಘಟನಾ: [428, 1647, 925, 1682]
- quote-text: ದೇವಾಲಯದಲ್ಲಿ ಪ್ರತಿ ವರ್ಷ ಆಚರಿಸುವ ನವರಾತ್ರಿ ಉತ್ಸವವನ್ನು ಈ ವರ್ಷ ಅತ್ಯಂತ ವಿಜೃಂಭಣೆಯಿಂದ ಆಚರಿಸಲು ನಿರ್ಧರಿಸಲಾಗಿದೆ.: [1192, 1356, 1393, 1409]
- feature-paragraph: ಪೂಜೆ ಎಂಬುದು ಬಾಹ್ಯ ಕ್ರಿಯೆಯಲ್ಲ. ಅದು ಅಂತರಂಗದ ಅರ್ಪಣೆ. ದೇವಲೋಕದ ಪುಷ್ಪ ಎಂದರೆ ಶುದ್ಧ ಭಾವ. ಶುದ್ಧ ಭಾವದಿಂದ ಮಾಡಿದ ಪೂಜೆಯೇ ಫಲಪ್ರದ ಎಂದು ವಚನ ಸಾರುತ್ತದೆ.: [719, 654, 933, 731]
- hegdekatta-headline-line1: ಹೆಗಡೆಕಟ್ಟಾ: ಜನವಿರೋಧಿ ಆದೇಶ: [1078, 1648, 1334, 1676]
- feature-paragraph: ಮೂಲಕ ಜಾಗೃತಿಗೊಳ್ಳುವ ಅರಿವೇ ಶಿವಾನುಭವ. ಸ್ವಾನುಭಾವದ ಸ್ವಾದವನ್ನು ಪಡೆದ ಸಾಧಕ ಲೋಕದಲ್ಲಿದ್ದೂ ಲೋಕಾತೀತನಾಗಿರುತ್ತಾನೆ.: [1183, 176, 1429, 232]
- author-photo: [720, 174, 932, 310]
- globe-icon: ⊕: [133, 2493, 157, 2517]
- immersion-photo: [27, 2034, 410, 2171]
- festival-headline-line2: ಧಾರ್ಮಿಕ, ಕ್ರೀಡೆ, ಸಾಂಸ್ಕೃತಿಕ ಕಾರ್ಯಕ್ರಮಗಳ ಸಂಭ್ರಮ: [554, 1053, 1302, 1102]
- quote-credit: ಜಿ ಪಿ ಹೆಗಡೆ, ಅಧ್ಯಕ್ಷರು, ಶ್ರೀ ಮಾರಿಕಾಂಬಾ ದೇವಾಲಯ ಆಡಳಿತ ಮಂಡಳಿ: [1192, 1421, 1401, 1453]
- festival-column-c: [956, 1347, 1174, 1625]
- editorial-paragraph: ಅವಿಭಜಿತ ಗುಲ್ಬರ್ಗಾ, ರಾಯಚೂರು, ಬಳ್ಳಾರಿ ಸೇರಿದಂತೆ 15ಕ್ಕೂ ಹೆಚ್ಚು ಜಿಲ್ಲೆಗಳಲ್ಲಿ ಗಂಭೀರ ಸ್ಥಿತಿ ಇದೆ. 2,186.20 ಕೋಟಿ ರೂ. ಮೊತ್ತದ ತುರ್ತು ಪರಿಹಾರಕ್ಕಾದರೂ ಕೇಂದ್ರ ಸರ್ಕಾರ ಸ್ಪಂದಿಸಬೇಕು. ರಾಜಕೀಯ ಭಿನ್ನಾಭಿಪ್ರಾಯ ಬದಿಗಿಟ್ಟು ರೈತರ ನೆರವಿಗೆ ಧಾವಿಸಬೇಕು.: [44, 787, 393, 866]
- page-number: 3: [1383, 35, 1410, 80]
- festival-column-b: [710, 1347, 946, 1625]
- veerashaiva-headline-line4: ಹಾಗೂ ರೈತ-ಸಹಕಾರಿ ಘಟಕಗಳ ರಚನೆ: [428, 1786, 916, 1832]
